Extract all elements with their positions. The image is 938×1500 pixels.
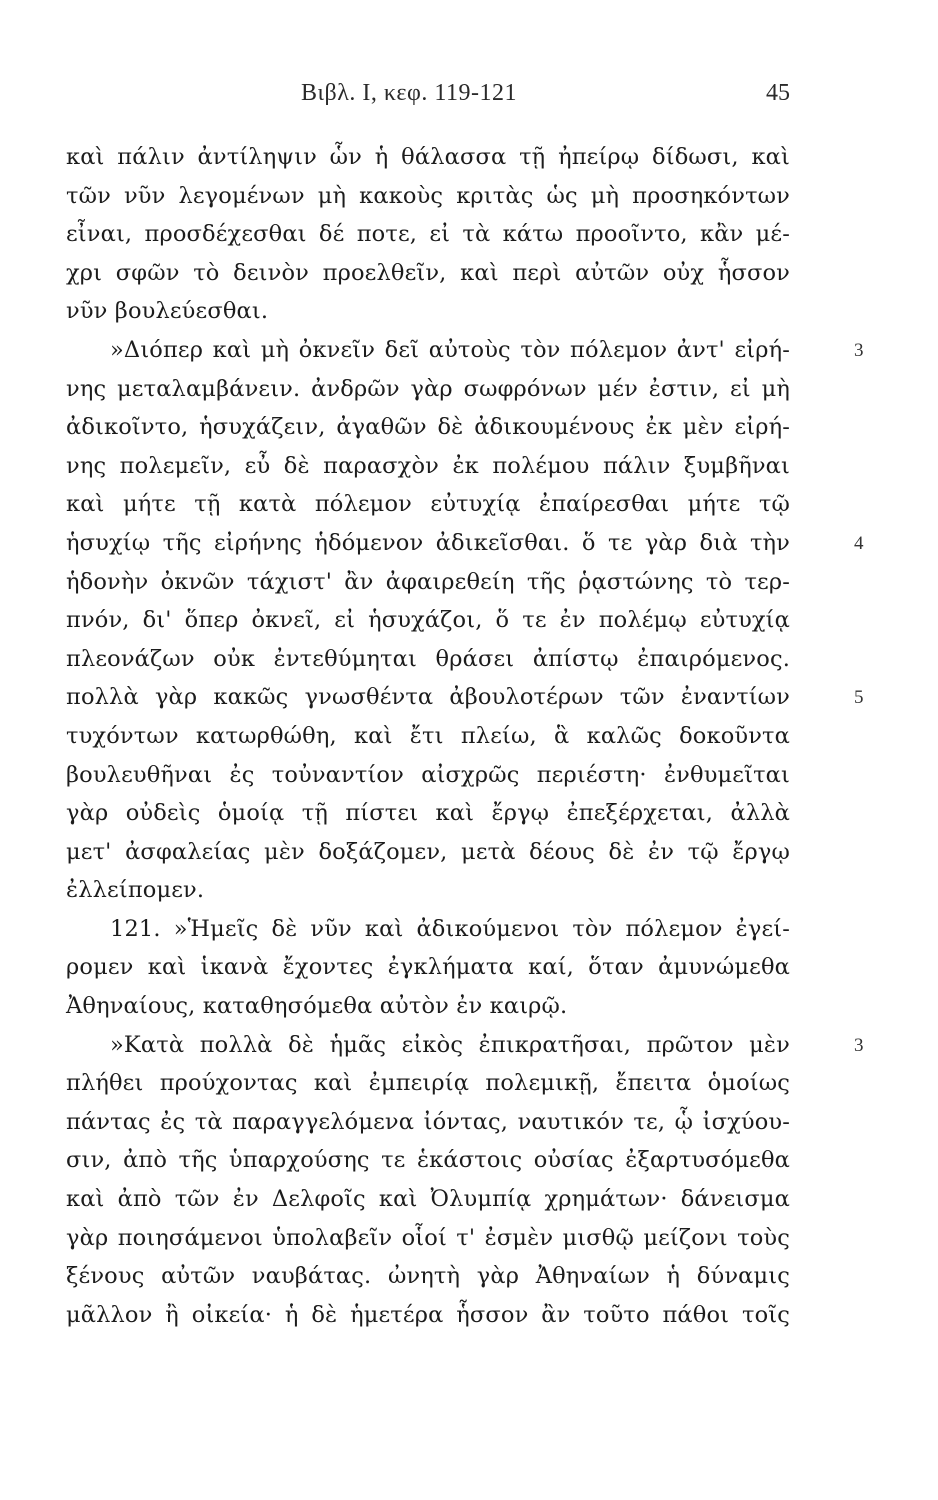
margin-section-number: 5 <box>854 687 864 709</box>
text-line: καὶ μήτε τῇ κατὰ πόλεμον εὐτυχίᾳ ἐπαίρεσθαι μήτε τῷ <box>66 491 790 518</box>
margin-section-number: 3 <box>854 340 864 361</box>
body-text <box>66 138 790 1334</box>
text-line: καὶ πάλιν ἀντίληψιν ὧν ἡ θάλασσα τῇ ἠπείρῳ δίδωσι, καὶ <box>66 144 790 170</box>
text-line: πνόν, δι' ὅπερ ὀκνεῖ, εἰ ἡσυχάζοι, ὅ τε ἐν πολέμῳ εὐτυχίᾳ <box>66 607 790 634</box>
text-line: εἶναι, προσδέχεσθαι δέ ποτε, εἰ τὰ κάτω προοῖντο, κἂν μέ- <box>66 221 790 248</box>
text-line: ἡσυχίῳ τῆς εἰρήνης ἡδόμενον ἀδικεῖσθαι. ὅ τε γὰρ διὰ τὴν <box>66 529 790 556</box>
text-line: »Κατὰ πολλὰ δὲ ἡμᾶς εἰκὸς ἐπικρατῆσαι, πρῶτον μὲν <box>110 1031 790 1058</box>
text-line: βουλευθῆναι ἐς τοὐναντίον αἰσχρῶς περιέστη· ἐνθυμεῖται <box>66 761 790 788</box>
text-line: πολλὰ γὰρ κακῶς γνωσθέντα ἀβουλοτέρων τῶν ἐναντίων <box>66 684 790 711</box>
text-line: πάντας ἐς τὰ παραγγελόμενα ἰόντας, ναυτικόν τε, ᾧ ἰσχύου- <box>66 1108 790 1135</box>
margin-section-number: 4 <box>854 533 864 554</box>
text-line: νης πολεμεῖν, εὖ δὲ παρασχὸν ἐκ πολέμου πάλιν ξυμβῆναι <box>66 452 790 479</box>
text-line: καὶ ἀπὸ τῶν ἐν Δελφοῖς καὶ Ὀλυμπίᾳ χρημάτων· δάνεισμα <box>66 1186 790 1213</box>
text-line: τῶν νῦν λεγομένων μὴ κακοὺς κριτὰς ὡς μὴ προσηκόντων <box>66 182 790 209</box>
text-line: ξένους αὐτῶν ναυβάτας. ὠνητὴ γὰρ Ἀθηναίων ἡ δύναμις <box>66 1263 790 1290</box>
text-line: ἡδονὴν ὀκνῶν τάχιστ' ἂν ἀφαιρεθείη τῆς ῥᾳστώνης τὸ τερ- <box>66 568 790 595</box>
text-line: χρι σφῶν τὸ δεινὸν προελθεῖν, καὶ περὶ αὐτῶν οὐχ ἧσσον <box>66 259 790 286</box>
text-line: σιν, ἀπὸ τῆς ὑπαρχούσης τε ἑκάστοις οὐσίας ἐξαρτυσόμεθα <box>66 1147 790 1174</box>
running-head-title: Βιβλ. Ι, κεφ. 119-121 <box>301 80 517 106</box>
running-head <box>0 80 938 112</box>
text-line: μᾶλλον ἢ οἰκεία· ἡ δὲ ἡμετέρα ἧσσον ἂν τοῦτο πάθοι τοῖς <box>66 1301 790 1328</box>
text-line: νῦν βουλεύεσθαι. <box>66 298 269 325</box>
text-line: 121. »Ἡμεῖς δὲ νῦν καὶ ἀδικούμενοι τὸν πόλεμον ἐγεί- <box>110 915 790 942</box>
text-line: πλήθει προύχοντας καὶ ἐμπειρίᾳ πολεμικῇ, ἔπειτα ὁμοίως <box>66 1070 790 1097</box>
text-line: Ἀθηναίους, καταθησόμεθα αὐτὸν ἐν καιρῷ. <box>66 993 568 1020</box>
text-line: »Διόπερ καὶ μὴ ὀκνεῖν δεῖ αὐτοὺς τὸν πόλεμον ἀντ' εἰρή- <box>110 336 790 363</box>
text-line: ἐλλείπομεν. <box>66 877 205 904</box>
text-line: νης μεταλαμβάνειν. ἀνδρῶν γὰρ σωφρόνων μέν ἐστιν, εἰ μὴ <box>66 375 790 402</box>
margin-section-number: 3 <box>854 1034 864 1056</box>
text-line: ἀδικοῖντο, ἡσυχάζειν, ἀγαθῶν δὲ ἀδικουμένους ἐκ μὲν εἰρή- <box>66 414 790 441</box>
text-line: γὰρ οὐδεὶς ὁμοίᾳ τῇ πίστει καὶ ἔργῳ ἐπεξέρχεται, ἀλλὰ <box>66 800 790 827</box>
page-number: 45 <box>766 80 790 106</box>
text-line: ρομεν καὶ ἱκανὰ ἔχοντες ἐγκλήματα καί, ὅταν ἀμυνώμεθα <box>66 954 790 981</box>
text-line: μετ' ἀσφαλείας μὲν δοξάζομεν, μετὰ δέους δὲ ἐν τῷ ἔργῳ <box>66 838 790 865</box>
text-line: γὰρ ποιησάμενοι ὑπολαβεῖν οἷοί τ' ἐσμὲν μισθῷ μείζονι τοὺς <box>66 1224 790 1251</box>
text-line: τυχόντων κατωρθώθη, καὶ ἔτι πλείω, ἃ καλῶς δοκοῦντα <box>66 722 790 749</box>
text-line: πλεονάζων οὐκ ἐντεθύμηται θράσει ἀπίστῳ ἐπαιρόμενος. <box>66 645 790 672</box>
